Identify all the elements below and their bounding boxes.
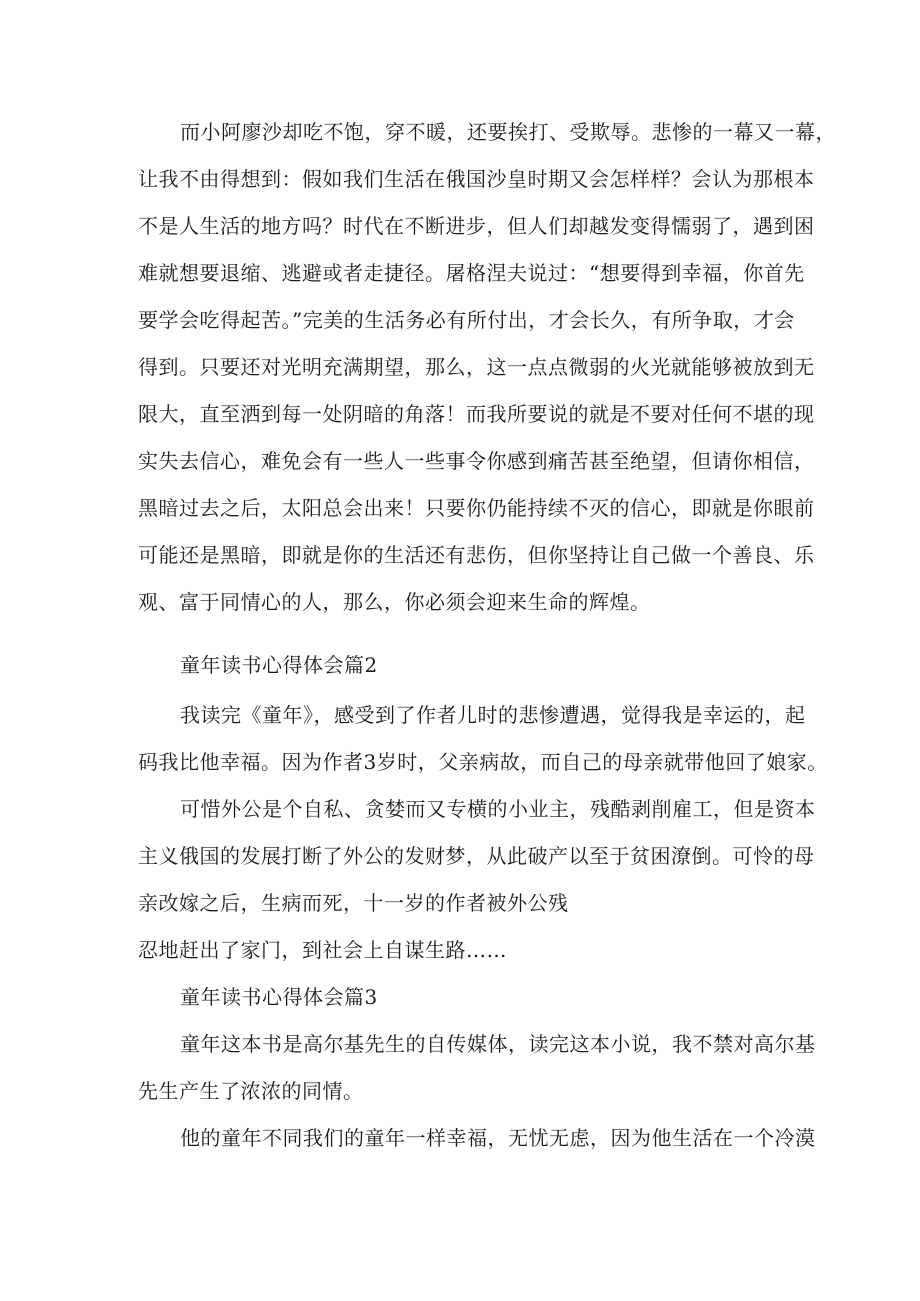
paragraph-line: 可惜外公是个自私、贪婪而又专横的小业主，残酷剥削雇工，但是资本 <box>180 797 816 821</box>
paragraph-line: 主义俄国的发展打断了外公的发财梦，从此破产以至于贫困潦倒。可怜的母 <box>138 844 815 868</box>
paragraph-line: 不是人生活的地方吗？时代在不断进步，但人们却越发变得懦弱了，遇到困 <box>138 214 815 238</box>
paragraph-line: 我读完《童年》，感受到了作者儿时的悲惨遭遇，觉得我是幸运的，起 <box>180 703 806 727</box>
paragraph-line: 码我比他幸福。因为作者3岁时，父亲病故，而自己的母亲就带他回了娘家。 <box>138 750 828 774</box>
paragraph-line: 限大，直至洒到每一处阴暗的角落！而我所要说的就是不要对任何不堪的现 <box>138 402 815 426</box>
paragraph-line: 黑暗过去之后，太阳总会出来！只要你仍能持续不灭的信心，即就是你眼前 <box>138 496 815 520</box>
paragraph-line: 实失去信心，难免会有一些人一些事令你感到痛苦甚至绝望，但请你相信， <box>138 449 815 473</box>
paragraph-line: 可能还是黑暗，即就是你的生活还有悲伤，但你坚持让自己做一个善良、乐 <box>138 543 815 567</box>
paragraph-line: 让我不由得想到：假如我们生活在俄国沙皇时期又会怎样样？会认为那根本 <box>138 167 815 191</box>
paragraph-line: 观、富于同情心的人，那么，你必须会迎来生命的辉煌。 <box>138 590 651 614</box>
paragraph-line: 得到。只要还对光明充满期望，那么，这一点点微弱的火光就能够被放到无 <box>138 355 815 379</box>
paragraph-line: 难就想要退缩、逃避或者走捷径。屠格涅夫说过：“想要得到幸福，你首先 <box>138 261 805 285</box>
paragraph-line: 忍地赶出了家门，到社会上自谋生路…… <box>138 938 507 962</box>
paragraph-line: 要学会吃得起苦。”完美的生活务必有所付出，才会长久，有所争取，才会 <box>138 308 795 332</box>
paragraph-line: 而小阿廖沙却吃不饱，穿不暖，还要挨打、受欺辱。悲惨的一幕又一幕， <box>180 120 836 144</box>
paragraph-line: 亲改嫁之后，生病而死，十一岁的作者被外公残 <box>138 891 569 915</box>
paragraph-line: 他的童年不同我们的童年一样幸福，无忧无虑，因为他生活在一个冷漠 <box>180 1126 816 1150</box>
section-heading-2: 童年读书心得体会篇2 <box>180 653 378 677</box>
paragraph-line: 童年这本书是高尔基先生的自传媒体，读完这本小说，我不禁对高尔基 <box>180 1032 816 1056</box>
section-heading-3: 童年读书心得体会篇3 <box>180 985 378 1009</box>
paragraph-line: 先生产生了浓浓的同情。 <box>138 1079 364 1103</box>
